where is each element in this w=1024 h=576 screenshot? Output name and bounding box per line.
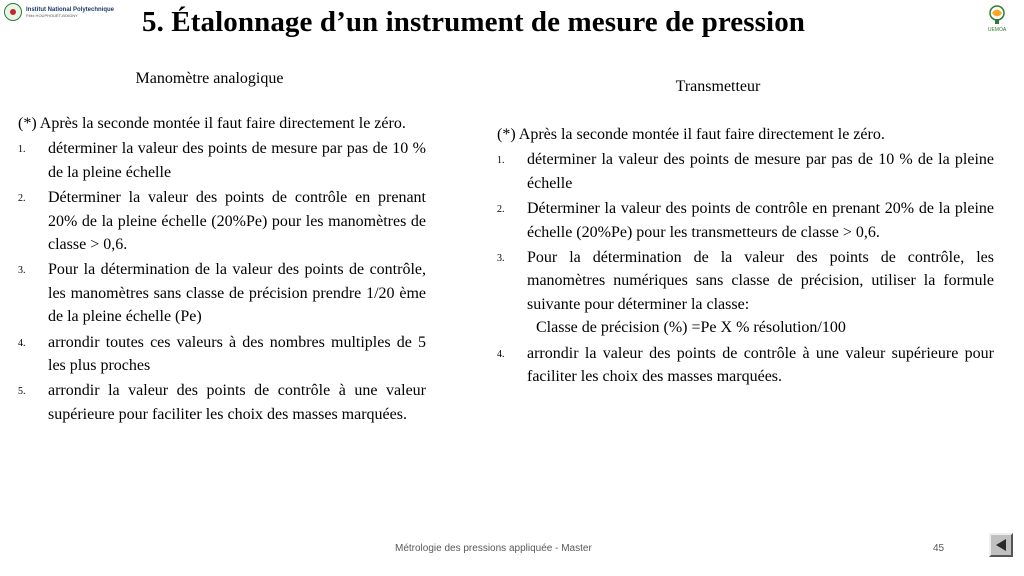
list-item: [497, 148, 994, 195]
list-item: [497, 246, 994, 316]
list-number: 3.: [497, 253, 505, 265]
uemoa-logo: [980, 2, 1014, 34]
list-number: 4.: [497, 348, 505, 360]
list-number: 4.: [18, 337, 26, 349]
uemoa-label: UEMOA: [987, 27, 1007, 33]
back-button[interactable]: [989, 533, 1013, 557]
slide-title: 5. Étalonnage d’un instrument de mesure de pression: [142, 6, 806, 38]
list-item: [18, 186, 426, 256]
left-column-heading: Manomètre analogique: [135, 70, 284, 87]
list-item: [18, 258, 426, 328]
list-item: [18, 331, 426, 378]
right-column-heading: Transmetteur: [675, 78, 761, 95]
list-text: Pour la détermination de la valeur des points de contrôle, les manomètres sans classe de précision prendre 1/20 ème de la pleine échelle (Pe): [48, 261, 426, 326]
institution-seal-icon: [4, 3, 22, 21]
left-steps-list: [18, 137, 426, 426]
list-text: arrondir toutes ces valeurs à des nombres multiples de 5 les plus proches: [48, 333, 426, 375]
institution-logo: [4, 2, 154, 22]
list-text: déterminer la valeur des points de mesure par pas de 10 % de la pleine échelle: [527, 151, 994, 192]
list-item: [497, 342, 994, 389]
right-steps-list: [497, 148, 994, 316]
right-steps-list-continued: [497, 342, 994, 389]
list-number: 5.: [18, 386, 26, 398]
list-number: 2.: [497, 204, 505, 216]
footer-course-title: Métrologie des pressions appliquée - Master: [395, 543, 592, 554]
right-intro: (*) Après la seconde montée il faut faire directement le zéro.: [497, 126, 885, 143]
left-column: [18, 112, 426, 426]
list-number: 3.: [18, 265, 26, 277]
list-item: [497, 197, 994, 244]
institution-name: Institut National Polytechnique: [26, 6, 115, 13]
list-item: [18, 137, 426, 184]
left-intro: (*) Après la seconde montée il faut faire directement le zéro.: [18, 115, 406, 132]
list-text: arrondir la valeur des points de contrôle à une valeur supérieure pour faciliter les choix des masses marquées.: [527, 344, 994, 386]
list-text: Pour la détermination de la valeur des points de contrôle, les manomètres numériques sans classe de précision, utiliser la formule suivante pour déterminer la classe:: [527, 249, 994, 313]
page-number: 45: [933, 543, 945, 554]
back-arrow-icon: [996, 539, 1006, 551]
right-column: [497, 123, 994, 388]
list-text: arrondir la valeur des points de contrôle à une valeur supérieure pour faciliter les choix des masses marquées.: [48, 382, 426, 423]
list-item: [18, 379, 426, 426]
precision-class-formula: Classe de précision (%) =Pe X % résolution/100: [536, 319, 846, 337]
list-text: Déterminer la valeur des points de contrôle en prenant 20% de la pleine échelle (20%Pe) pour les transmetteurs de classe > 0,6.: [527, 200, 994, 241]
uemoa-emblem-icon: [980, 2, 1014, 34]
institution-subtitle: Félix HOUPHOUËT-BOIGNY: [26, 12, 78, 18]
list-text: Déterminer la valeur des points de contrôle en prenant 20% de la pleine échelle (20%Pe) pour les manomètres de classe > 0,6.: [48, 189, 426, 254]
list-number: 1.: [18, 144, 26, 156]
list-text: déterminer la valeur des points de mesure par pas de 10 % de la pleine échelle: [48, 140, 426, 181]
list-number: 1.: [497, 155, 505, 167]
list-number: 2.: [18, 193, 26, 205]
